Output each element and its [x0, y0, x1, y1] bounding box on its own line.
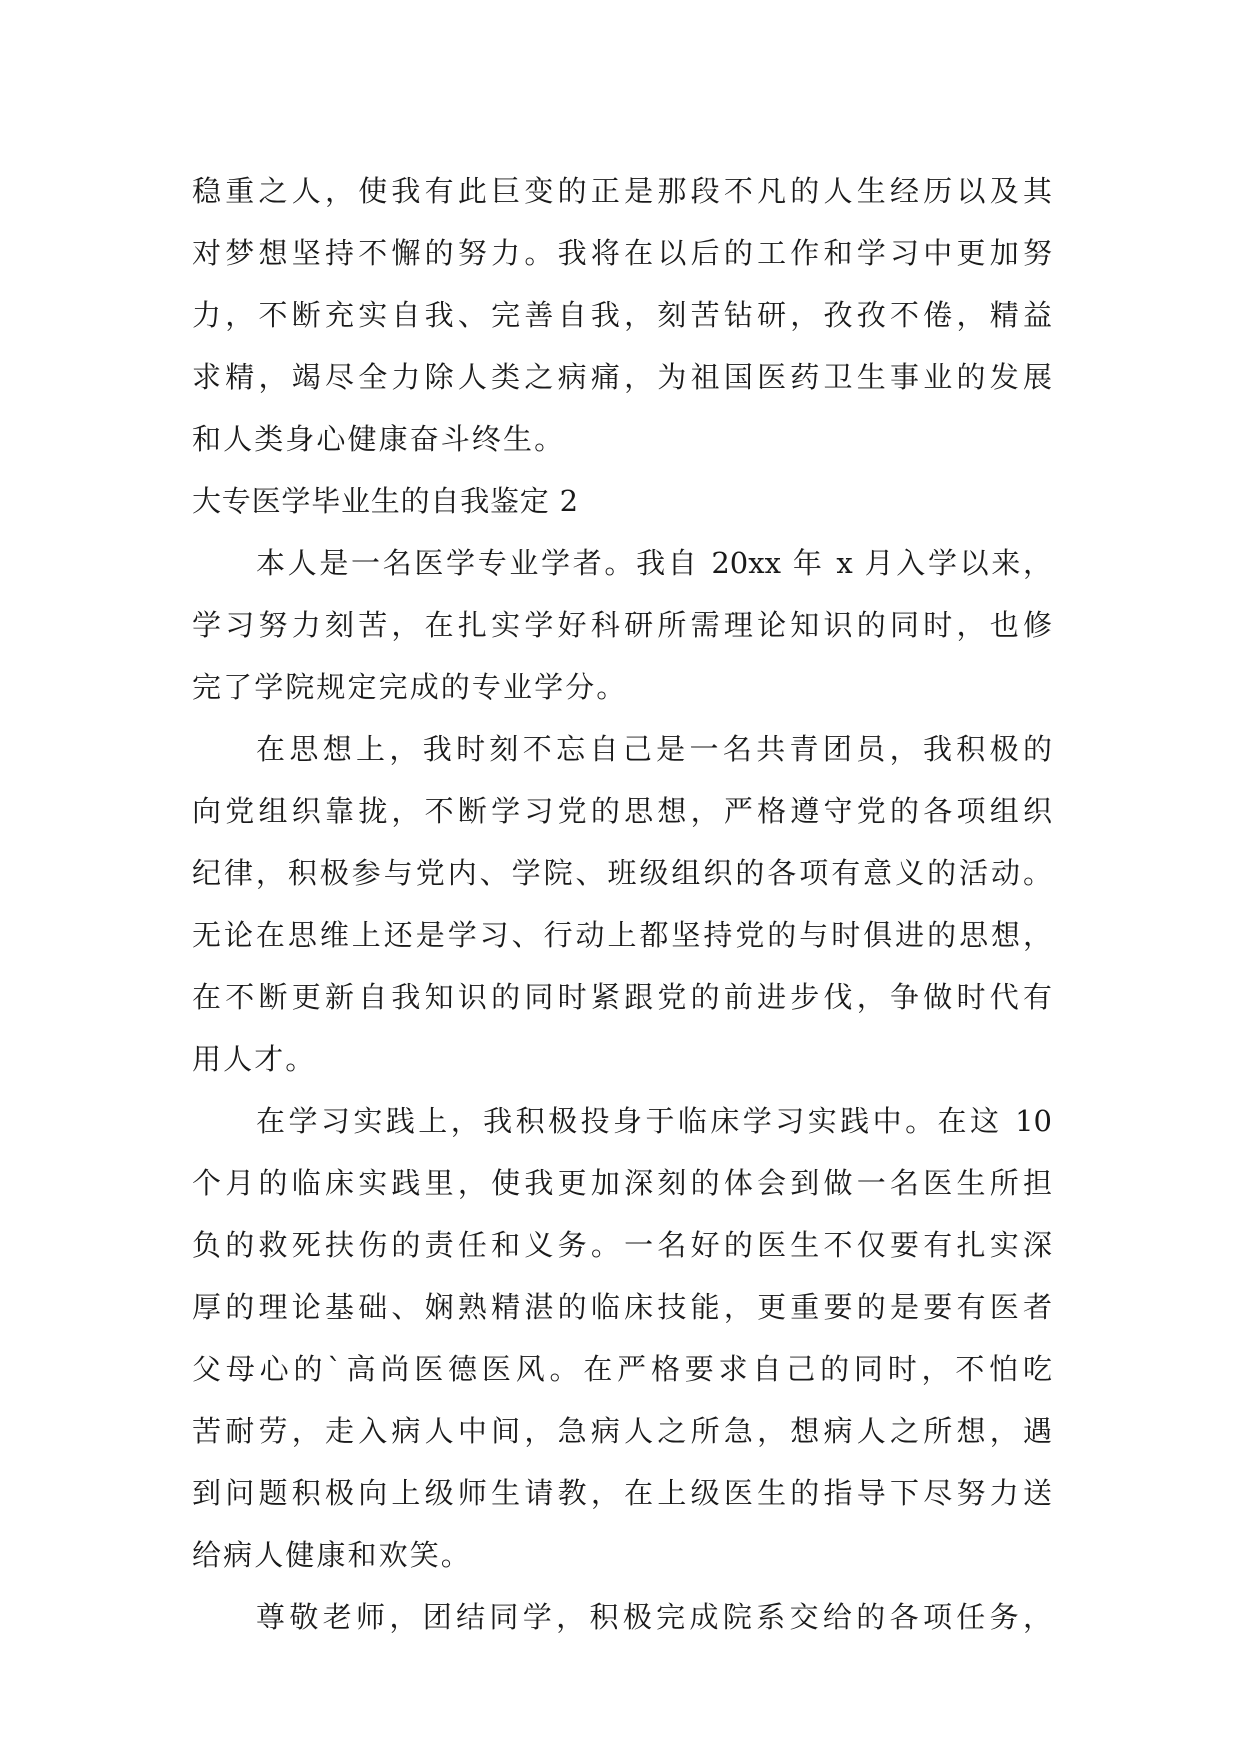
- text-line: 给病人健康和欢笑。: [192, 1538, 472, 1572]
- text-line: 求精，竭尽全力除人类之病痛，为祖国医药卫生事业的发展: [192, 360, 1052, 394]
- text-line: 到问题积极向上级师生请教，在上级医生的指导下尽努力送: [192, 1476, 1052, 1510]
- text-line: 在思想上，我时刻不忘自己是一名共青团员，我积极的: [256, 732, 1052, 766]
- text-line: 厚的理论基础、娴熟精湛的临床技能，更重要的是要有医者: [192, 1290, 1052, 1324]
- text-line: 在学习实践上，我积极投身于临床学习实践中。在这 10: [256, 1104, 1052, 1138]
- text-line: 本人是一名医学专业学者。我自 20xx 年 x 月入学以来，: [256, 546, 1052, 580]
- paragraph-clinical-practice: [192, 1090, 1052, 1586]
- document-body: [192, 160, 1052, 1648]
- text-line: 无论在思维上还是学习、行动上都坚持党的与时俱进的思想，: [192, 918, 1052, 952]
- text-line: 学习努力刻苦，在扎实学好科研所需理论知识的同时，也修: [192, 608, 1052, 642]
- text-line: 父母心的`高尚医德医风。在严格要求自己的同时，不怕吃: [192, 1352, 1052, 1386]
- text-line: 个月的临床实践里，使我更加深刻的体会到做一名医生所担: [192, 1166, 1052, 1200]
- text-line: 负的救死扶伤的责任和义务。一名好的医生不仅要有扎实深: [192, 1228, 1052, 1262]
- paragraph-ideology: [192, 718, 1052, 1090]
- text-line: 向党组织靠拢，不断学习党的思想，严格遵守党的各项组织: [192, 794, 1052, 828]
- text-line: 用人才。: [192, 1042, 317, 1076]
- text-line: 和人类身心健康奋斗终生。: [192, 422, 566, 456]
- text-line: 纪律，积极参与党内、学院、班级组织的各项有意义的活动。: [192, 856, 1052, 890]
- section-title: 大专医学毕业生的自我鉴定 2: [192, 484, 579, 518]
- intro-paragraph: [192, 160, 1052, 470]
- text-line: 稳重之人，使我有此巨变的正是那段不凡的人生经历以及其: [192, 174, 1052, 208]
- text-line: 苦耐劳，走入病人中间，急病人之所急，想病人之所想，遇: [192, 1414, 1052, 1448]
- paragraph-enrollment: [192, 532, 1052, 718]
- text-line: 完了学院规定完成的专业学分。: [192, 670, 628, 704]
- text-line: 尊敬老师，团结同学，积极完成院系交给的各项任务，: [256, 1600, 1052, 1634]
- text-line: 对梦想坚持不懈的努力。我将在以后的工作和学习中更加努: [192, 236, 1052, 270]
- text-line: 力，不断充实自我、完善自我，刻苦钻研，孜孜不倦，精益: [192, 298, 1052, 332]
- text-line: 在不断更新自我知识的同时紧跟党的前进步伐，争做时代有: [192, 980, 1052, 1014]
- paragraph-teamwork: [192, 1586, 1052, 1648]
